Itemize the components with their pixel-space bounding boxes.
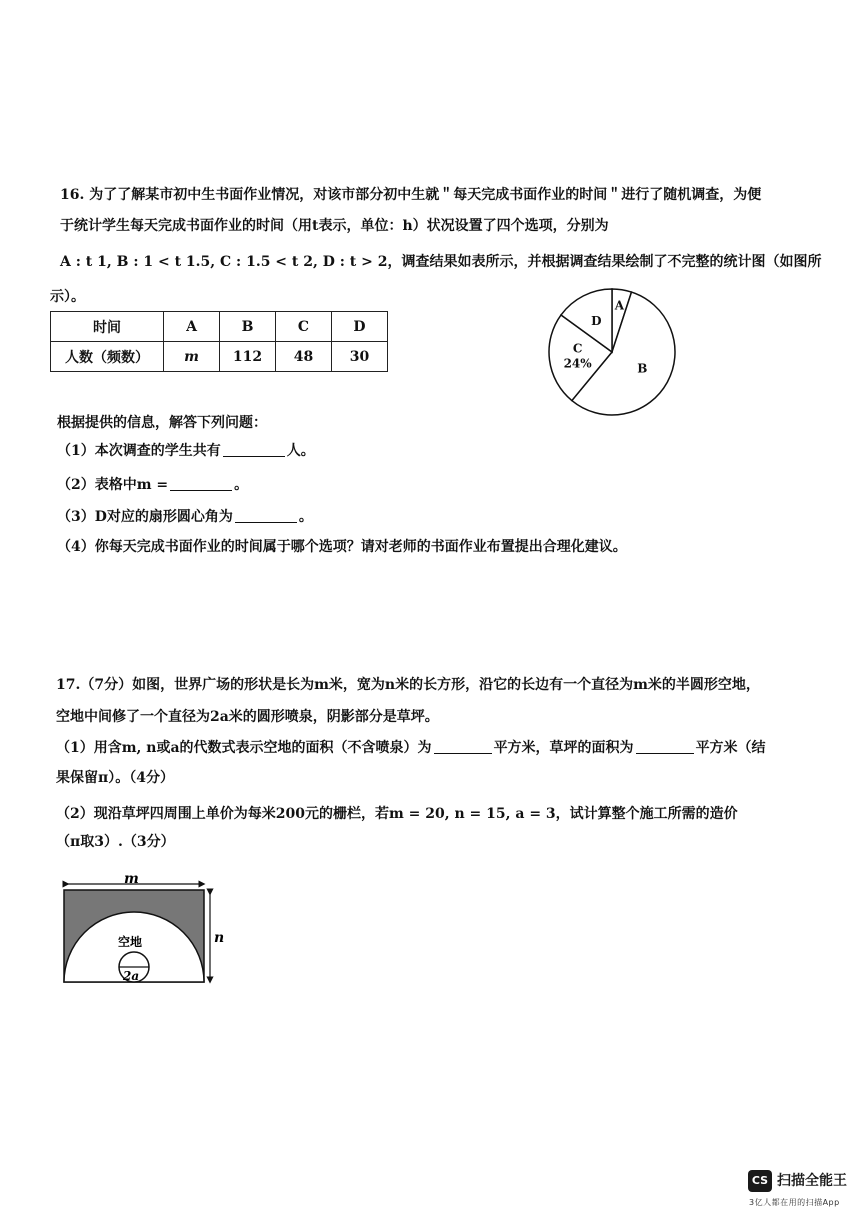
q16-sub4: （4）你每天完成书面作业的时间属于哪个选项？请对老师的书面作业布置提出合理化建议。: [57, 539, 627, 555]
q16-sub1-text: （1）本次调查的学生共有: [57, 443, 221, 459]
pie-label-c: C: [572, 341, 583, 356]
q16-line3: A : t 1, B : 1 < t 1.5, C : 1.5 < t 2, D : t > 2，调查结果如表所示，并根据调查结果绘制了不完整的统计图（如图所: [60, 254, 822, 270]
q16-sub1-suffix: 人。: [286, 443, 315, 459]
q17-line3: [56, 738, 766, 758]
q17-line4: 果保留π）。（4分）: [56, 770, 174, 786]
frequency-table: [50, 311, 388, 372]
q16-line1: 16. 为了了解某市初中生书面作业情况，对该市部分初中生就＂每天完成书面作业的时间＂进行了随机调查，为便: [60, 187, 762, 203]
table-cell: 人数（频数）: [51, 342, 164, 372]
q17-line3-a: （1）用含m, n或a的代数式表示空地的面积（不含喷泉）为: [56, 740, 432, 756]
table-header-cell: A: [164, 312, 220, 342]
label-n: n: [214, 930, 225, 946]
q16-sub1: [57, 441, 315, 461]
table-cell: 48: [276, 342, 332, 372]
q17-line3-b: 平方米，草坪的面积为: [493, 740, 634, 756]
q17-line6: （π取3）.（3分）: [56, 834, 175, 850]
q17-line5: （2）现沿草坪四周围上单价为每米200元的栅栏，若m = 20, n = 15, a = 3，试计算整个施工所需的造价: [56, 806, 738, 822]
table-row: [51, 342, 388, 372]
table-header-cell: D: [332, 312, 388, 342]
q17-line1: 17.（7分）如图，世界广场的形状是长为m米，宽为n米的长方形，沿它的长边有一个直径为m米的半圆形空地，: [56, 677, 760, 693]
answer-blank[interactable]: [636, 739, 694, 754]
table-cell: m: [164, 342, 220, 372]
label-space: 空地: [118, 935, 143, 949]
pie-percent-c: 24%: [563, 356, 592, 371]
app-logo: CS: [748, 1170, 772, 1192]
table-header-cell: 时间: [51, 312, 164, 342]
q16-intro: 根据提供的信息，解答下列问题：: [57, 415, 267, 431]
label-2a: 2a: [123, 969, 140, 983]
q16-sub2-suffix: 。: [234, 477, 249, 493]
pie-label-a: A: [614, 298, 625, 313]
table-cell: 112: [220, 342, 276, 372]
app-name: 扫描全能王: [777, 1173, 847, 1189]
table-cell: 30: [332, 342, 388, 372]
answer-blank[interactable]: [223, 442, 285, 457]
table-header-cell: B: [220, 312, 276, 342]
q16-sub3-suffix: 。: [298, 509, 313, 525]
pie-label-d: D: [591, 314, 602, 329]
q16-line4: 示）。: [50, 289, 85, 305]
q17-line2: 空地中间修了一个直径为2a米的圆形喷泉，阴影部分是草坪。: [56, 709, 439, 725]
plaza-figure: [58, 871, 225, 992]
answer-blank[interactable]: [235, 508, 297, 523]
q16-sub2-text: （2）表格中m =: [57, 477, 169, 493]
q16-sub3-text: （3）D对应的扇形圆心角为: [57, 509, 233, 525]
answer-blank[interactable]: [170, 476, 232, 491]
q17-line3-c: 平方米（结: [695, 740, 766, 756]
q16-sub2: [57, 475, 248, 495]
table-header-cell: C: [276, 312, 332, 342]
q16-sub3: [57, 507, 313, 527]
label-m: m: [124, 871, 139, 887]
q16-line2: 于统计学生每天完成书面作业的时间（用t表示，单位：h）状况设置了四个选项，分别为: [60, 218, 609, 234]
answer-blank[interactable]: [434, 739, 492, 754]
app-tagline: 3亿人都在用的扫描App: [749, 1198, 840, 1207]
table-row: [51, 312, 388, 342]
pie-chart: [532, 287, 692, 417]
pie-label-b: B: [637, 361, 648, 376]
